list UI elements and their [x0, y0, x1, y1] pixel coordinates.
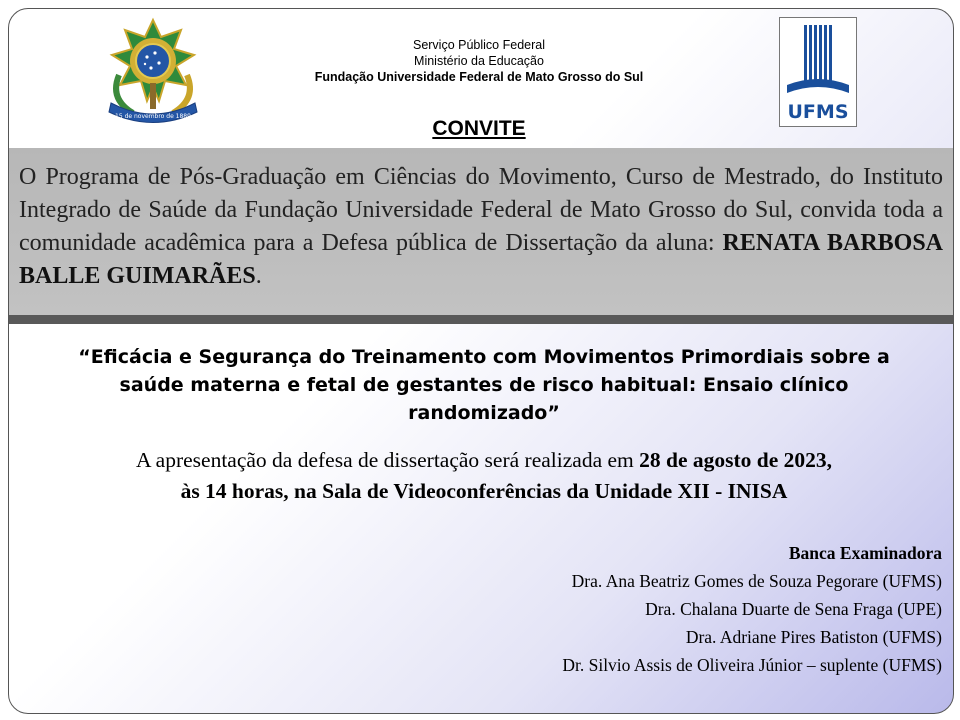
ufms-logo-icon [779, 17, 857, 127]
student-name: RENATA BARBOSA BALLE GUIMARÃES [19, 230, 944, 289]
band-divider [9, 315, 953, 324]
presentation-time-place: às 14 horas, na Sala de Videoconferências da Unidade XII - INISA [180, 479, 788, 503]
ufms-logo-text: UFMS [787, 101, 849, 123]
header-line-1: Serviço Público Federal [412, 38, 545, 52]
board-member: Dra. Chalana Duarte de Sena Fraga (UPE) [645, 599, 942, 619]
board-member: Dra. Ana Beatriz Gomes de Souza Pegorare (UFMS) [571, 571, 942, 591]
presentation-info [69, 445, 899, 507]
board-member: Dr. Silvio Assis de Oliveira Júnior – suplente (UFMS) [562, 655, 942, 675]
presentation-text: A apresentação da defesa de dissertação será realizada em [135, 448, 640, 472]
coat-ribbon-text: 15 de novembro de 1889 [115, 113, 191, 120]
dissertation-title: “Eficácia e Segurança do Treinamento com Movimentos Primordiais sobre a saúde materna e fetal de gestantes de risco habitual: Ensaio clínico randomizado” [78, 346, 890, 424]
invitation-slide [8, 8, 954, 714]
board-title: Banca Examinadora [788, 543, 942, 563]
brazil-coat-of-arms-icon [97, 17, 209, 129]
presentation-date: 28 de agosto de 2023, [639, 448, 833, 472]
board-member: Dra. Adriane Pires Batiston (UFMS) [685, 627, 942, 647]
intro-text: O Programa de Pós-Graduação em Ciências do Movimento, Curso de Mestrado, do Instituto Integrado de Saúde da Fundação Universidade Federal de Mato Grosso do Sul, convida toda a comunidade acadêmica para a Defesa pública de Dissertação da aluna: [19, 164, 943, 256]
intro-paragraph [19, 161, 943, 293]
convite-heading: CONVITE [432, 117, 526, 140]
intro-end: . [255, 263, 262, 289]
header-line-3: Fundação Universidade Federal de Mato Grosso do Sul [314, 70, 644, 84]
header-line-2: Ministério da Educação [414, 54, 544, 68]
institution-header [239, 37, 719, 85]
examining-board [422, 539, 942, 679]
